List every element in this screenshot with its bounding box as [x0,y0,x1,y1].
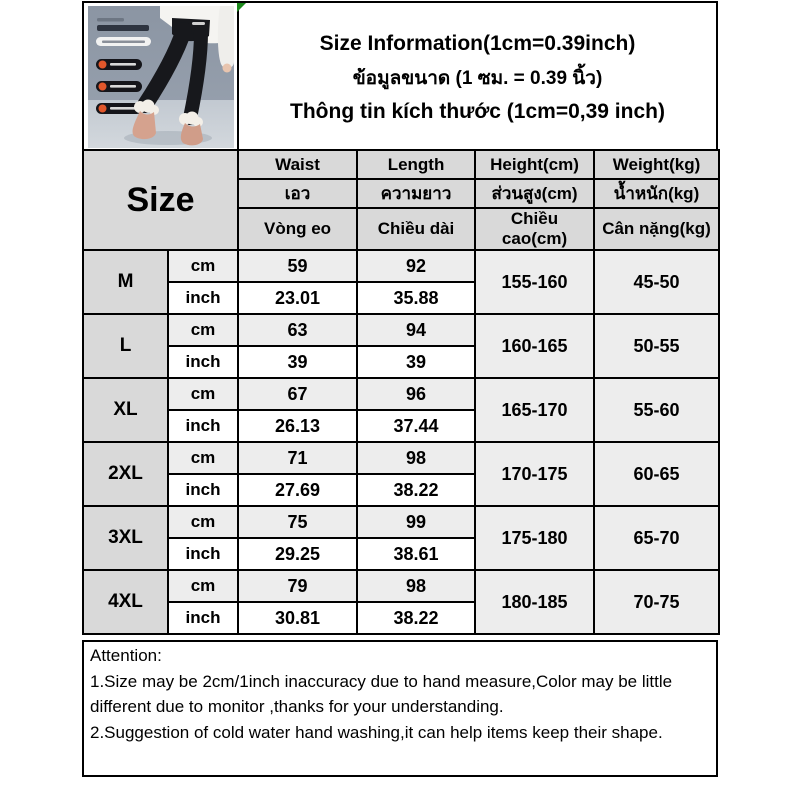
unit-cm: cm [168,442,238,474]
attention-heading: Attention: [90,646,162,665]
length-inch-value: 38.61 [357,538,475,570]
waist-cm-value: 75 [238,506,357,538]
height-range: 170-175 [475,442,594,506]
waist-inch-value: 29.25 [238,538,357,570]
waist-inch-value: 30.81 [238,602,357,634]
col-waist-th: เอว [238,179,357,208]
col-length-en: Length [357,150,475,179]
table-row [83,378,719,410]
size-corner-cell: Size [83,150,238,250]
feature-badge-2 [96,81,142,92]
weight-range: 70-75 [594,570,719,634]
unit-inch: inch [168,410,238,442]
waist-cm-value: 63 [238,314,357,346]
col-height-vi: Chiều cao(cm) [475,208,594,250]
feature-badge-1 [96,59,142,70]
unit-cm: cm [168,506,238,538]
length-inch-value: 39 [357,346,475,378]
table-row [83,442,719,474]
badge-dot-icon [99,83,107,91]
length-cm-value: 98 [357,442,475,474]
unit-cm: cm [168,314,238,346]
attention-note [82,640,718,777]
unit-inch: inch [168,538,238,570]
length-cm-value: 96 [357,378,475,410]
table-row [83,506,719,538]
unit-cm: cm [168,378,238,410]
title-english: Size Information(1cm=0.39inch) [319,32,636,55]
table-row [83,570,719,602]
length-inch-value: 38.22 [357,602,475,634]
header-block [82,1,718,149]
unit-inch: inch [168,474,238,506]
length-inch-value: 35.88 [357,282,475,314]
unit-cm: cm [168,570,238,602]
weight-range: 50-55 [594,314,719,378]
waist-cm-value: 67 [238,378,357,410]
col-waist-vi: Vòng eo [238,208,357,250]
title-block [237,3,716,149]
badge-dot-icon [99,105,107,113]
attention-line-2: 2.Suggestion of cold water hand washing,it can help items keep their shape. [90,722,663,742]
height-range: 155-160 [475,250,594,314]
leggings-photo-graphic [88,6,234,148]
col-height-en: Height(cm) [475,150,594,179]
size-label-l: L [83,314,168,378]
height-range: 160-165 [475,314,594,378]
waist-inch-value: 26.13 [238,410,357,442]
waist-cm-value: 59 [238,250,357,282]
weight-range: 60-65 [594,442,719,506]
title-thai: ข้อมูลขนาด (1 ซม. = 0.39 นิ้ว) [352,68,603,89]
size-table [82,149,720,635]
height-range: 180-185 [475,570,594,634]
excel-flag-icon [237,3,246,12]
length-cm-value: 99 [357,506,475,538]
col-weight-vi: Cân nặng(kg) [594,208,719,250]
length-inch-value: 37.44 [357,410,475,442]
caption-pill-text [102,41,145,44]
unit-inch: inch [168,282,238,314]
size-label-xl: XL [83,378,168,442]
weight-range: 45-50 [594,250,719,314]
col-weight-th: น้ำหนัก(kg) [594,179,719,208]
header-row-en [83,150,719,179]
waist-inch-value: 23.01 [238,282,357,314]
height-range: 175-180 [475,506,594,570]
caption-line-bold [97,25,149,31]
size-label-3xl: 3XL [83,506,168,570]
size-label-m: M [83,250,168,314]
size-label-2xl: 2XL [83,442,168,506]
waist-inch-value: 27.69 [238,474,357,506]
waist-cm-value: 79 [238,570,357,602]
waist-inch-value: 39 [238,346,357,378]
height-range: 165-170 [475,378,594,442]
length-cm-value: 94 [357,314,475,346]
col-length-th: ความยาว [357,179,475,208]
waist-cm-value: 71 [238,442,357,474]
length-cm-value: 98 [357,570,475,602]
size-label-4xl: 4XL [83,570,168,634]
caption-line-small [97,18,124,22]
waistband-logo [192,22,205,25]
unit-inch: inch [168,602,238,634]
product-image [84,3,237,149]
unit-inch: inch [168,346,238,378]
length-inch-value: 38.22 [357,474,475,506]
col-waist-en: Waist [238,150,357,179]
sweater-arm [218,6,234,68]
weight-range: 55-60 [594,378,719,442]
col-length-vi: Chiều dài [357,208,475,250]
badge-dot-icon [99,61,107,69]
attention-line-1: 1.Size may be 2cm/1inch inaccuracy due to hand measure,Color may be little different due to monitor ,thanks for your understanding. [90,671,673,716]
length-cm-value: 92 [357,250,475,282]
col-weight-en: Weight(kg) [594,150,719,179]
title-vietnamese: Thông tin kích thước (1cm=0,39 inch) [290,100,665,123]
col-height-th: ส่วนสูง(cm) [475,179,594,208]
weight-range: 65-70 [594,506,719,570]
table-row [83,314,719,346]
hand [223,64,232,73]
size-info-sheet [82,1,718,777]
unit-cm: cm [168,250,238,282]
table-row [83,250,719,282]
